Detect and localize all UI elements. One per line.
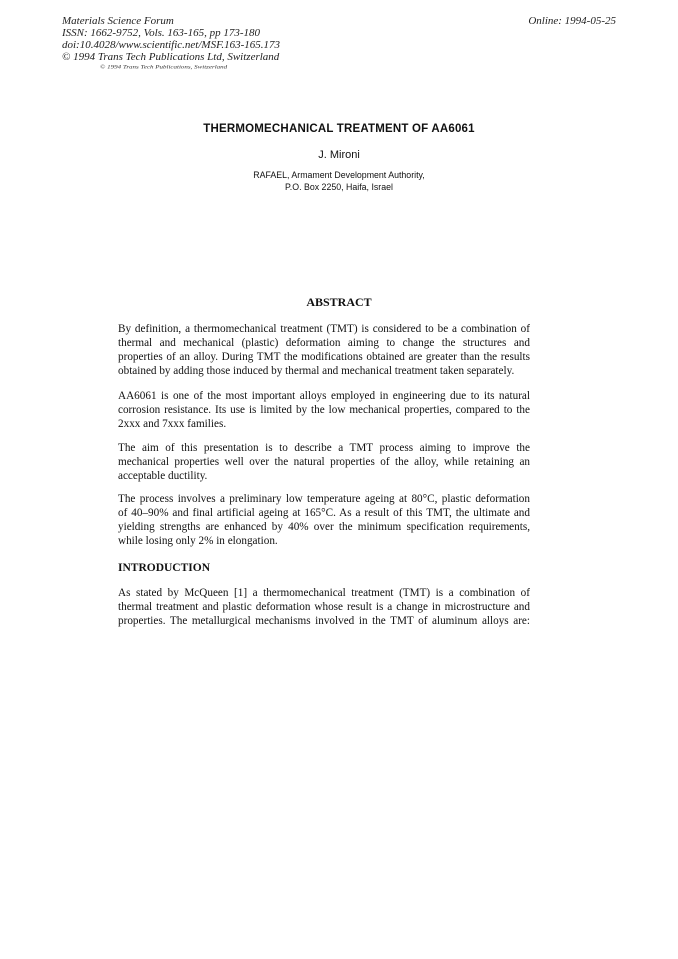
text-line: The process involves a preliminary low temperature ageing at 80°C, plastic deformation: [118, 493, 530, 505]
abstract-paragraph-3: [118, 441, 530, 483]
text-line: thermal and mechanical (plastic) deformation aiming to change the structures and: [118, 337, 530, 349]
doi-line: doi:10.4028/www.scientific.net/MSF.163-165.173: [62, 39, 281, 51]
text-line: of 40–90% and final artificial ageing at 165°C. As a result of this TMT, the ultimate and: [118, 507, 530, 519]
text-line: obtained by adding those induced by thermal and mechanical treatment taken separately.: [118, 365, 515, 377]
affiliation-line: RAFAEL, Armament Development Authority,: [253, 170, 425, 180]
copyright-stamp: © 1994 Trans Tech Publications, Switzerland: [100, 64, 228, 70]
text-line: properties of an alloy. During TMT the modifications obtained are greater than the results: [118, 351, 530, 363]
journal-name: Materials Science Forum: [62, 15, 174, 27]
text-line: By definition, a thermomechanical treatment (TMT) is considered to be a combination of: [118, 323, 530, 335]
text-line: thermal treatment and plastic deformation whose result is a change in microstructure and: [118, 601, 530, 613]
author-name: J. Mironi: [318, 149, 360, 161]
text-line: The aim of this presentation is to describe a TMT process aiming to improve the: [118, 442, 530, 454]
text-line: while losing only 2% in elongation.: [118, 535, 278, 547]
introduction-paragraph: [118, 586, 530, 628]
publication-metadata: [62, 15, 280, 63]
text-line: mechanical properties well over the natural properties of the alloy, while retaining an: [118, 456, 530, 468]
text-line: 2xxx and 7xxx families.: [118, 418, 227, 430]
online-date: Online: 1994-05-25: [528, 15, 616, 27]
abstract-paragraph-2: [118, 389, 530, 431]
copyright-line: © 1994 Trans Tech Publications Ltd, Switzerland: [62, 51, 280, 63]
text-line: acceptable ductility.: [118, 470, 208, 482]
text-line: AA6061 is one of the most important alloys employed in engineering due to its natural: [118, 390, 530, 402]
text-line: yielding strengths are enhanced by 40% over the minimum specification requirements,: [118, 521, 530, 533]
affiliation-line: P.O. Box 2250, Haifa, Israel: [285, 182, 393, 192]
abstract-paragraph-1: [118, 322, 530, 378]
abstract-heading: ABSTRACT: [306, 295, 372, 309]
text-line: corrosion resistance. Its use is limited by the low mechanical properties, compared to the: [118, 404, 530, 416]
issn-line: ISSN: 1662-9752, Vols. 163-165, pp 173-180: [62, 27, 260, 39]
introduction-heading: INTRODUCTION: [118, 562, 211, 574]
paper-title: THERMOMECHANICAL TREATMENT OF AA6061: [203, 123, 475, 135]
text-line: properties. The metallurgical mechanisms involved in the TMT of aluminum alloys are:: [118, 615, 530, 627]
text-line: As stated by McQueen [1] a thermomechanical treatment (TMT) is a combination of: [118, 587, 530, 599]
abstract-paragraph-4: [118, 492, 530, 548]
affiliation: [0, 169, 678, 193]
